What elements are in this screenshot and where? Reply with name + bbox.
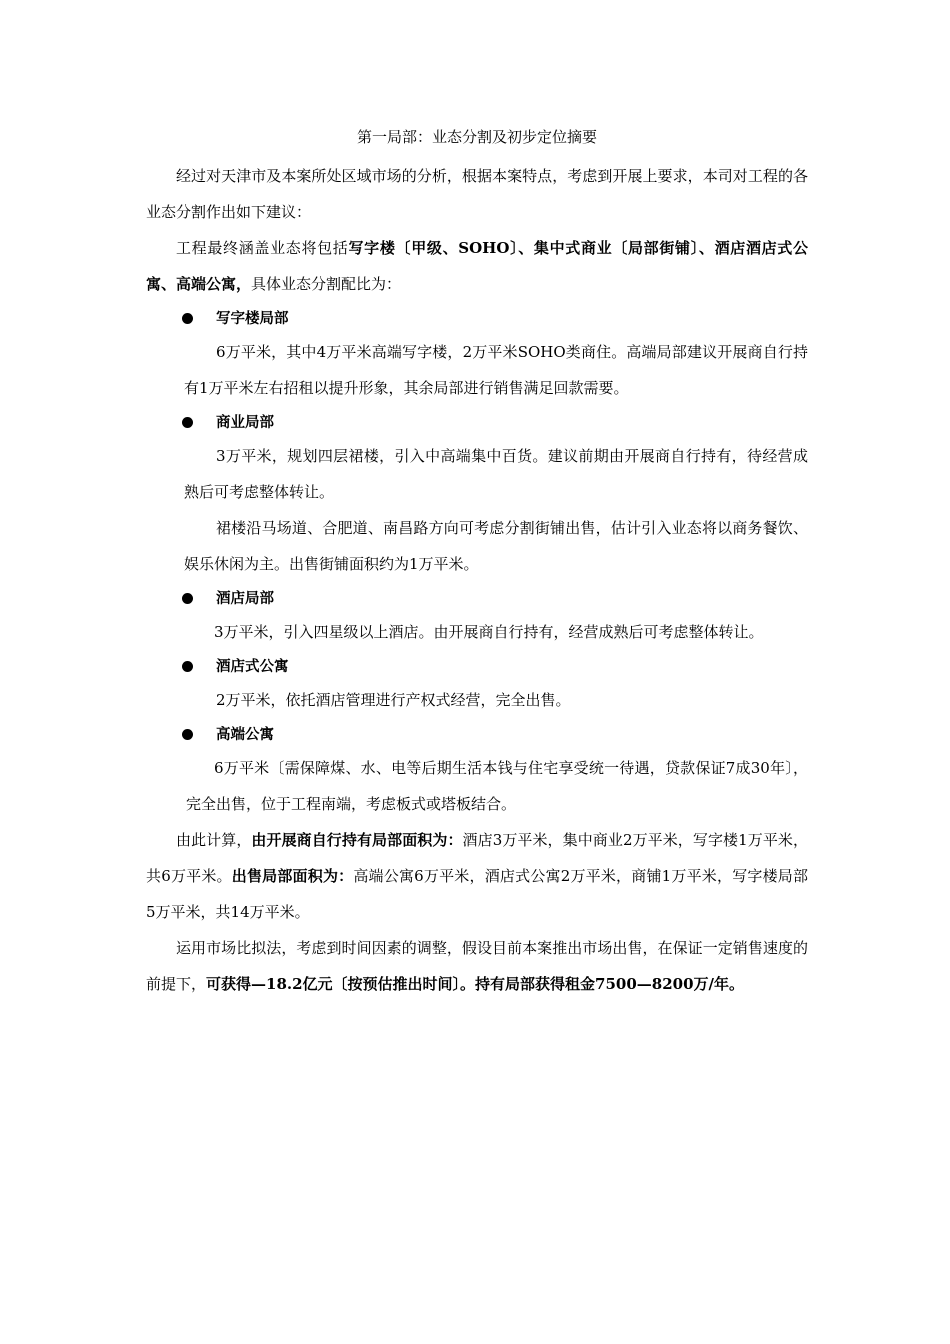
summary-sold-area-label: 出售局部面积为： <box>231 867 354 885</box>
section-heading-luxury-apartment <box>146 720 808 750</box>
section-heading-label: 商业局部 <box>216 415 274 431</box>
bullet-dot-icon <box>182 417 193 428</box>
summary-paragraph <box>146 822 808 930</box>
bullet-dot-icon <box>182 593 193 604</box>
intro-paragraph: 经过对天津市及本案所处区域市场的分析，根据本案特点，考虑到开展上要求，本司对工程的各业态分割作出如下建议： <box>146 167 808 221</box>
summary-held-area-label: 由开展商自行持有局部面积为： <box>251 831 463 849</box>
section-commercial-paragraph-2: 裙楼沿马场道、合肥道、南昌路方向可考虑分割街铺出售，估计引入业态将以商务餐饮、娱乐休闲为主。出售街铺面积约为1万平米。 <box>184 519 808 573</box>
conclusion-lead: 运用市场比拟法，考虑到时间因素的调整，假设目前本案推出市场出售，在保证一定销售速度的前提下， <box>146 939 808 993</box>
section-heading-hotel <box>146 584 808 614</box>
document-title: 第一局部：业态分割及初步定位摘要 <box>356 128 597 146</box>
bullet-dot-icon <box>182 313 193 324</box>
summary-held-area-value: 酒店3万平米，集中商业2万平米，写字楼1万平米，共6万平米。 <box>146 831 808 885</box>
overview-suffix: 具体业态分割配比为： <box>251 275 402 293</box>
overview-business-types: 写字楼〔甲级、SOHO〕、集中式商业〔局部街铺〕、酒店酒店式公寓、高端公寓， <box>146 239 808 293</box>
section-heading-label: 酒店式公寓 <box>216 659 289 675</box>
summary-lead: 由此计算， <box>176 831 252 849</box>
summary-sold-area-value: 高端公寓6万平米，酒店式公寓2万平米，商铺1万平米，写字楼局部5万平米，共14万平米。 <box>146 867 808 921</box>
section-heading-commercial <box>146 408 808 438</box>
conclusion-revenue: 可获得—18.2亿元〔按预估推出时间〕。持有局部获得租金7500—8200万/年。 <box>206 975 745 993</box>
section-heading-serviced-apartment <box>146 652 808 682</box>
section-commercial-paragraph-1: 3万平米，规划四层裙楼，引入中高端集中百货。建议前期由开展商自行持有，待经营成熟后可考虑整体转让。 <box>184 447 808 501</box>
section-hotel-paragraph: 3万平米，引入四星级以上酒店。由开展商自行持有，经营成熟后可考虑整体转让。 <box>214 623 764 641</box>
section-serviced-apartment-paragraph: 2万平米，依托酒店管理进行产权式经营，完全出售。 <box>216 691 571 709</box>
section-heading-label: 酒店局部 <box>216 591 274 607</box>
bullet-dot-icon <box>182 661 193 672</box>
document-page <box>146 122 808 1002</box>
section-heading-office <box>146 304 808 334</box>
conclusion-paragraph <box>146 930 808 1002</box>
section-heading-label: 高端公寓 <box>216 727 274 743</box>
overview-paragraph <box>146 230 808 302</box>
section-heading-label: 写字楼局部 <box>216 311 289 327</box>
overview-prefix: 工程最终涵盖业态将包括 <box>176 239 349 257</box>
section-luxury-apartment-paragraph: 6万平米〔需保障煤、水、电等后期生活本钱与住宅享受统一待遇，贷款保证7成30年〕，完全出售，位于工程南端，考虑板式或塔板结合。 <box>186 759 808 813</box>
bullet-dot-icon <box>182 729 193 740</box>
section-office-paragraph: 6万平米，其中4万平米高端写字楼，2万平米SOHO类商住。高端局部建议开展商自行持有1万平米左右招租以提升形象，其余局部进行销售满足回款需要。 <box>184 343 808 397</box>
